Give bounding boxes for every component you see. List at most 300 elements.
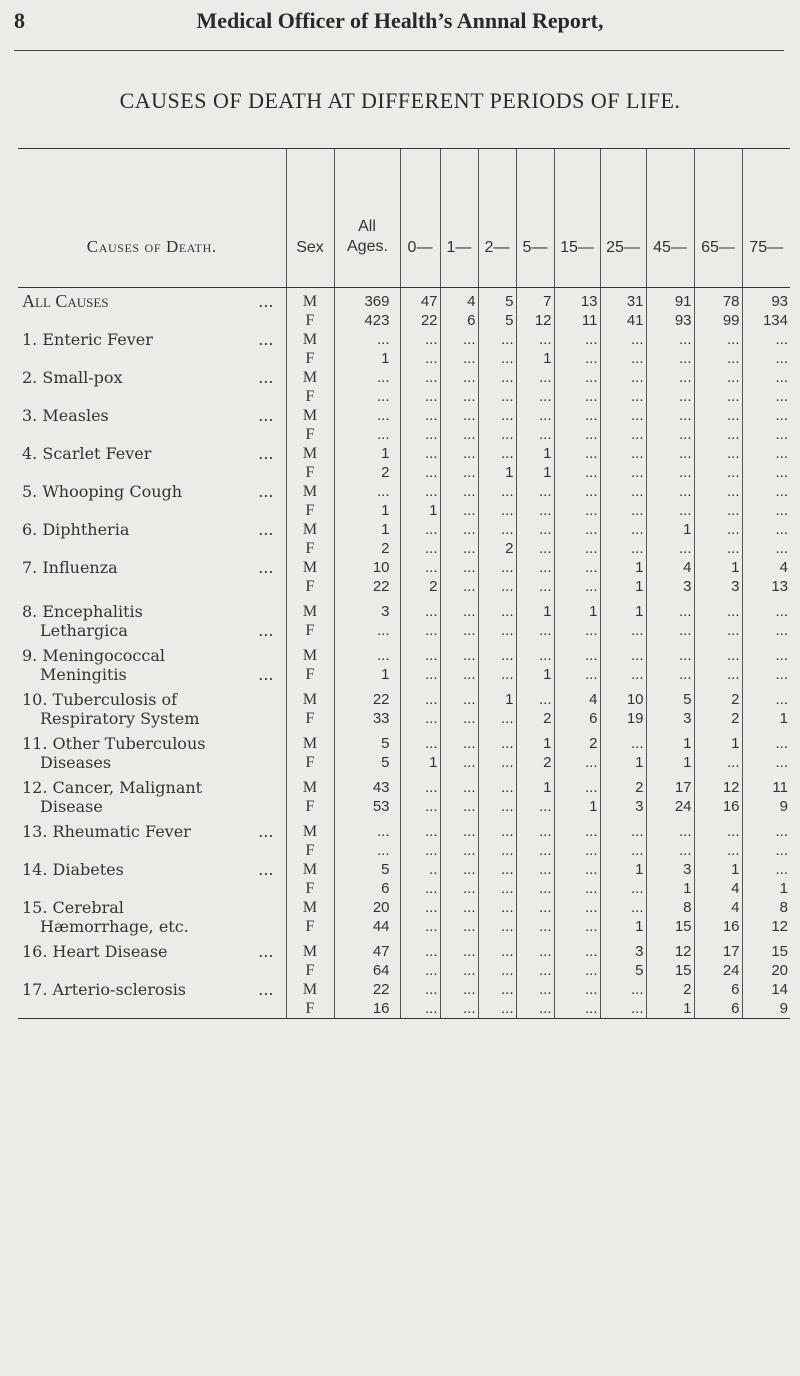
value-cell: 14 <box>742 980 790 999</box>
value-cell: ... <box>742 425 790 444</box>
value-cell: ... <box>440 425 478 444</box>
value-cell: ... <box>646 841 694 860</box>
column-header: Sex <box>286 149 334 288</box>
value-cell: 134 <box>742 311 790 330</box>
value-cell: ... <box>516 406 554 425</box>
value-cell: ... <box>478 816 516 841</box>
value-cell: ... <box>554 539 600 558</box>
value-cell: ... <box>440 444 478 463</box>
value-cell: 13 <box>554 288 600 312</box>
value-cell: ... <box>694 368 742 387</box>
value-cell: 11 <box>554 311 600 330</box>
value-cell: ... <box>516 936 554 961</box>
sex-cell: M <box>286 640 334 665</box>
column-header: 75— <box>742 149 790 288</box>
value-cell: ... <box>334 387 400 406</box>
leader-dots: ... <box>258 444 274 463</box>
value-cell: 24 <box>646 797 694 816</box>
leader-dots: ... <box>258 621 274 640</box>
value-cell: ... <box>554 387 600 406</box>
sex-cell: F <box>286 311 334 330</box>
value-cell: ... <box>742 621 790 640</box>
value-cell: ... <box>742 753 790 772</box>
cause-cell <box>18 753 286 772</box>
value-cell: ... <box>600 621 646 640</box>
cause-cell <box>18 288 286 312</box>
value-cell: 99 <box>694 311 742 330</box>
value-cell: ... <box>440 406 478 425</box>
value-cell: ... <box>742 860 790 879</box>
value-cell: ... <box>478 917 516 936</box>
value-cell: 93 <box>646 311 694 330</box>
value-cell: ... <box>694 425 742 444</box>
value-cell: ... <box>554 879 600 898</box>
value-cell: ... <box>516 425 554 444</box>
value-cell: ... <box>440 621 478 640</box>
value-cell: ... <box>516 577 554 596</box>
value-cell: ... <box>440 520 478 539</box>
value-cell: ... <box>646 349 694 368</box>
value-cell: ... <box>516 501 554 520</box>
value-cell: ... <box>516 482 554 501</box>
value-cell: ... <box>334 816 400 841</box>
value-cell: ... <box>478 728 516 753</box>
value-cell: 19 <box>600 709 646 728</box>
cause-label: 3. Measles <box>22 406 109 425</box>
table-row <box>18 917 790 936</box>
value-cell: ... <box>554 665 600 684</box>
value-cell: ... <box>400 898 440 917</box>
value-cell: 1 <box>600 596 646 621</box>
value-cell: ... <box>694 349 742 368</box>
value-cell: ... <box>440 860 478 879</box>
value-cell: ... <box>600 640 646 665</box>
value-cell: 4 <box>440 288 478 312</box>
value-cell: 12 <box>646 936 694 961</box>
cause-label: 11. Other Tuberculous <box>22 734 206 753</box>
value-cell: ... <box>600 425 646 444</box>
value-cell: 1 <box>600 753 646 772</box>
value-cell: ... <box>646 640 694 665</box>
value-cell: 43 <box>334 772 400 797</box>
value-cell: ... <box>516 999 554 1019</box>
value-cell: ... <box>516 640 554 665</box>
value-cell: 22 <box>400 311 440 330</box>
value-cell: ... <box>742 841 790 860</box>
value-cell: ... <box>400 640 440 665</box>
value-cell: ... <box>554 406 600 425</box>
sex-cell: M <box>286 558 334 577</box>
leader-dots: ... <box>258 860 274 879</box>
value-cell: ... <box>478 797 516 816</box>
value-cell: 5 <box>478 311 516 330</box>
value-cell: ... <box>334 621 400 640</box>
table-row <box>18 640 790 665</box>
value-cell: 2 <box>478 539 516 558</box>
column-header: 5— <box>516 149 554 288</box>
value-cell: ... <box>440 999 478 1019</box>
sex-cell: F <box>286 665 334 684</box>
leader-dots: ... <box>258 942 274 961</box>
page-header <box>0 6 800 46</box>
value-cell: ... <box>694 387 742 406</box>
value-cell: 3 <box>334 596 400 621</box>
table-row <box>18 621 790 640</box>
cause-cell <box>18 772 286 797</box>
value-cell: ... <box>742 665 790 684</box>
value-cell: ... <box>400 482 440 501</box>
cause-cell <box>18 621 286 640</box>
value-cell: ... <box>554 368 600 387</box>
cause-label: 14. Diabetes <box>22 860 124 879</box>
value-cell: ... <box>440 728 478 753</box>
value-cell: ... <box>600 368 646 387</box>
value-cell: 1 <box>334 520 400 539</box>
sex-cell: F <box>286 841 334 860</box>
value-cell: ... <box>516 898 554 917</box>
cause-cell <box>18 665 286 684</box>
value-cell: ... <box>694 406 742 425</box>
value-cell: ... <box>742 520 790 539</box>
value-cell: ... <box>478 665 516 684</box>
sex-cell: M <box>286 898 334 917</box>
cause-cell <box>18 841 286 860</box>
value-cell: ... <box>440 463 478 482</box>
value-cell: 17 <box>646 772 694 797</box>
value-cell: ... <box>440 917 478 936</box>
value-cell: 1 <box>516 665 554 684</box>
value-cell: ... <box>600 444 646 463</box>
cause-label: 6. Diphtheria <box>22 520 130 539</box>
value-cell: ... <box>646 665 694 684</box>
cause-label: Meningitis <box>40 665 127 684</box>
value-cell: ... <box>400 665 440 684</box>
value-cell: ... <box>400 728 440 753</box>
value-cell: ... <box>554 936 600 961</box>
value-cell: ... <box>440 816 478 841</box>
value-cell: 16 <box>694 917 742 936</box>
value-cell: ... <box>694 753 742 772</box>
value-cell: ... <box>516 330 554 349</box>
value-cell: 7 <box>516 288 554 312</box>
sex-cell: F <box>286 961 334 980</box>
value-cell: ... <box>400 463 440 482</box>
value-cell: ... <box>400 936 440 961</box>
value-cell: ... <box>646 621 694 640</box>
value-cell: ... <box>554 980 600 999</box>
value-cell: ... <box>516 841 554 860</box>
value-cell: 16 <box>694 797 742 816</box>
value-cell: 1 <box>646 520 694 539</box>
value-cell: 2 <box>694 709 742 728</box>
value-cell: ... <box>400 816 440 841</box>
value-cell: ... <box>440 577 478 596</box>
value-cell: 423 <box>334 311 400 330</box>
value-cell: ... <box>400 797 440 816</box>
value-cell: ... <box>440 596 478 621</box>
value-cell: ... <box>554 463 600 482</box>
value-cell: 3 <box>646 709 694 728</box>
value-cell: ... <box>600 898 646 917</box>
cause-cell <box>18 879 286 898</box>
value-cell: ... <box>478 772 516 797</box>
cause-cell <box>18 797 286 816</box>
value-cell: ... <box>646 501 694 520</box>
value-cell: 22 <box>334 684 400 709</box>
value-cell: ... <box>694 621 742 640</box>
value-cell: ... <box>440 387 478 406</box>
value-cell: ... <box>400 999 440 1019</box>
value-cell: ... <box>694 665 742 684</box>
value-cell: ... <box>646 816 694 841</box>
value-cell: ... <box>400 368 440 387</box>
value-cell: 2 <box>334 539 400 558</box>
value-cell: ... <box>516 520 554 539</box>
value-cell: ... <box>554 444 600 463</box>
cause-label: 15. Cerebral <box>22 898 124 917</box>
value-cell: ... <box>516 387 554 406</box>
value-cell: ... <box>440 501 478 520</box>
value-cell: 31 <box>600 288 646 312</box>
value-cell: ... <box>742 728 790 753</box>
value-cell: ... <box>478 999 516 1019</box>
column-header: Causes of Death. <box>18 149 286 288</box>
value-cell: ... <box>600 330 646 349</box>
table-row <box>18 816 790 841</box>
value-cell: ... <box>600 387 646 406</box>
value-cell: ... <box>600 879 646 898</box>
cause-cell <box>18 898 286 917</box>
value-cell: .. <box>400 860 440 879</box>
value-cell: 4 <box>694 879 742 898</box>
value-cell: 47 <box>400 288 440 312</box>
running-title: Medical Officer of Health’s Annnal Report, <box>196 8 604 33</box>
value-cell: ... <box>478 980 516 999</box>
value-cell: ... <box>694 330 742 349</box>
leader-dots: ... <box>258 368 274 387</box>
value-cell: 15 <box>646 961 694 980</box>
value-cell: ... <box>554 558 600 577</box>
value-cell: ... <box>334 330 400 349</box>
value-cell: ... <box>440 961 478 980</box>
value-cell: ... <box>742 816 790 841</box>
value-cell: ... <box>694 816 742 841</box>
table-row <box>18 860 790 879</box>
cause-cell <box>18 577 286 596</box>
value-cell: 1 <box>334 665 400 684</box>
value-cell: ... <box>400 387 440 406</box>
value-cell: 369 <box>334 288 400 312</box>
value-cell: ... <box>478 879 516 898</box>
sex-cell: M <box>286 482 334 501</box>
value-cell: ... <box>478 330 516 349</box>
value-cell: ... <box>600 665 646 684</box>
value-cell: ... <box>742 684 790 709</box>
leader-dots: ... <box>258 330 274 349</box>
value-cell: 6 <box>694 999 742 1019</box>
column-header: 15— <box>554 149 600 288</box>
value-cell: 64 <box>334 961 400 980</box>
page-number: 8 <box>14 8 25 33</box>
value-cell: 5 <box>334 753 400 772</box>
value-cell: ... <box>400 980 440 999</box>
value-cell: 2 <box>694 684 742 709</box>
table-row <box>18 753 790 772</box>
value-cell: ... <box>600 728 646 753</box>
value-cell: ... <box>742 482 790 501</box>
value-cell: ... <box>554 520 600 539</box>
cause-cell <box>18 684 286 709</box>
value-cell: ... <box>742 444 790 463</box>
value-cell: 33 <box>334 709 400 728</box>
value-cell: 2 <box>516 753 554 772</box>
value-cell: ... <box>742 596 790 621</box>
value-cell: 8 <box>646 898 694 917</box>
cause-label: 9. Meningococcal <box>22 646 165 665</box>
sex-cell: M <box>286 596 334 621</box>
value-cell: 1 <box>646 999 694 1019</box>
table-row <box>18 961 790 980</box>
value-cell: ... <box>554 501 600 520</box>
cause-label: Hæmorrhage, etc. <box>40 917 189 936</box>
table-row <box>18 311 790 330</box>
sex-cell: F <box>286 463 334 482</box>
cause-cell <box>18 406 286 425</box>
value-cell: ... <box>516 539 554 558</box>
value-cell: ... <box>554 961 600 980</box>
value-cell: 22 <box>334 980 400 999</box>
value-cell: 1 <box>646 728 694 753</box>
table-title: CAUSES OF DEATH AT DIFFERENT PERIODS OF LIFE. <box>119 88 681 113</box>
value-cell: ... <box>400 879 440 898</box>
value-cell: ... <box>478 596 516 621</box>
table-row <box>18 288 790 312</box>
value-cell: ... <box>440 684 478 709</box>
table-body <box>18 288 790 1019</box>
cause-cell <box>18 917 286 936</box>
value-cell: ... <box>400 539 440 558</box>
cause-cell <box>18 816 286 841</box>
value-cell: ... <box>554 753 600 772</box>
value-cell: ... <box>742 368 790 387</box>
cause-label: 1. Enteric Fever <box>22 330 153 349</box>
value-cell: ... <box>694 841 742 860</box>
value-cell: ... <box>554 898 600 917</box>
value-cell: ... <box>400 917 440 936</box>
value-cell: ... <box>440 753 478 772</box>
value-cell: 78 <box>694 288 742 312</box>
value-cell: 5 <box>646 684 694 709</box>
cause-cell <box>18 482 286 501</box>
leader-dots: ... <box>258 406 274 425</box>
cause-label: 8. Encephalitis <box>22 602 143 621</box>
table-row <box>18 558 790 577</box>
value-cell: 1 <box>516 463 554 482</box>
value-cell: 41 <box>600 311 646 330</box>
leader-dots: ... <box>258 980 274 999</box>
cause-label: 16. Heart Disease <box>22 942 168 961</box>
value-cell: ... <box>478 753 516 772</box>
value-cell: ... <box>554 349 600 368</box>
value-cell: ... <box>478 709 516 728</box>
table-row <box>18 501 790 520</box>
cause-cell <box>18 860 286 879</box>
table-row <box>18 772 790 797</box>
value-cell: ... <box>440 898 478 917</box>
value-cell: ... <box>478 349 516 368</box>
sex-cell: F <box>286 999 334 1019</box>
value-cell: 9 <box>742 797 790 816</box>
value-cell: ... <box>742 501 790 520</box>
value-cell: ... <box>478 482 516 501</box>
value-cell: ... <box>440 879 478 898</box>
value-cell: 4 <box>742 558 790 577</box>
value-cell: ... <box>478 425 516 444</box>
value-cell: 2 <box>554 728 600 753</box>
value-cell: ... <box>694 463 742 482</box>
value-cell: ... <box>694 444 742 463</box>
value-cell: ... <box>478 936 516 961</box>
table-row <box>18 444 790 463</box>
value-cell: 1 <box>600 917 646 936</box>
value-cell: ... <box>478 501 516 520</box>
cause-cell <box>18 387 286 406</box>
table-row <box>18 936 790 961</box>
value-cell: ... <box>400 709 440 728</box>
value-cell: ... <box>478 860 516 879</box>
sex-cell: F <box>286 539 334 558</box>
value-cell: ... <box>334 368 400 387</box>
value-cell: 5 <box>600 961 646 980</box>
table-row <box>18 841 790 860</box>
sex-cell: M <box>286 728 334 753</box>
value-cell: ... <box>516 961 554 980</box>
value-cell: ... <box>478 368 516 387</box>
sex-cell: M <box>286 330 334 349</box>
value-cell: ... <box>478 577 516 596</box>
value-cell: ... <box>440 482 478 501</box>
value-cell: ... <box>334 841 400 860</box>
table-row <box>18 980 790 999</box>
value-cell: ... <box>694 539 742 558</box>
value-cell: ... <box>516 917 554 936</box>
cause-label: All Causes <box>22 291 109 311</box>
value-cell: 6 <box>440 311 478 330</box>
value-cell: 1 <box>516 444 554 463</box>
value-cell: ... <box>646 539 694 558</box>
cause-label: 4. Scarlet Fever <box>22 444 152 463</box>
value-cell: 20 <box>334 898 400 917</box>
table-row <box>18 999 790 1019</box>
value-cell: 4 <box>646 558 694 577</box>
cause-label: Lethargica <box>40 621 128 640</box>
cause-cell <box>18 520 286 539</box>
header-row <box>18 149 790 288</box>
value-cell: ... <box>478 444 516 463</box>
value-cell: 2 <box>400 577 440 596</box>
value-cell: ... <box>478 621 516 640</box>
cause-cell <box>18 444 286 463</box>
table-row <box>18 797 790 816</box>
value-cell: 1 <box>694 558 742 577</box>
value-cell: ... <box>646 387 694 406</box>
value-cell: 3 <box>646 860 694 879</box>
sex-cell: M <box>286 406 334 425</box>
cause-cell <box>18 501 286 520</box>
column-header: 45— <box>646 149 694 288</box>
value-cell: 3 <box>646 577 694 596</box>
column-header-text: All Ages. <box>347 218 388 255</box>
